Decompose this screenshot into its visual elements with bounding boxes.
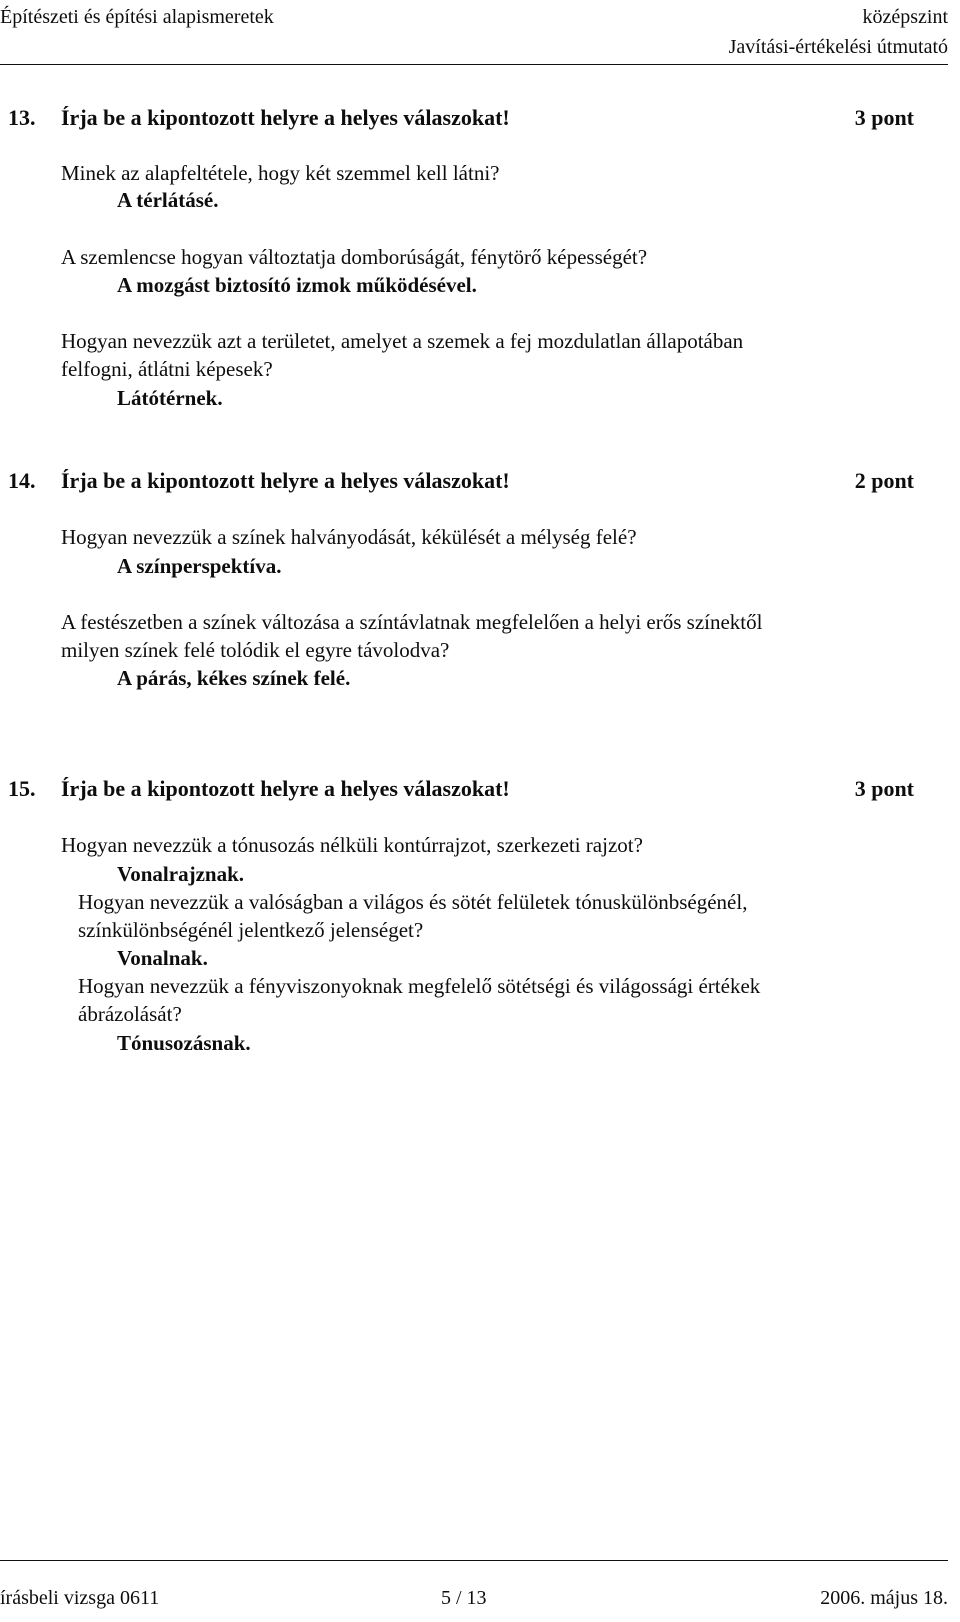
question-text: Minek az alapfeltétele, hogy két szemmel kell látni? <box>61 161 500 185</box>
task-title: Írja be a kipontozott helyre a helyes válaszokat! <box>61 105 510 130</box>
footer-page-number: 5 / 13 <box>441 1587 487 1609</box>
question-text: milyen színek felé tolódik el egyre távolodva? <box>61 638 450 662</box>
task-points: 2 pont <box>854 468 914 493</box>
question-text: Hogyan nevezzük a valóságban a világos és sötét felületek tónuskülönbségénél, <box>78 890 748 914</box>
header-meta <box>729 2 948 62</box>
task-title: Írja be a kipontozott helyre a helyes válaszokat! <box>61 776 510 801</box>
footer-divider <box>0 1560 948 1561</box>
task-number: 15. <box>8 776 36 801</box>
header-guide-title: Javítási-értékelési útmutató <box>728 36 948 58</box>
task-number: 13. <box>8 105 36 130</box>
question-text: felfogni, átlátni képesek? <box>61 357 273 381</box>
answer-text: Tónusozásnak. <box>117 1031 251 1055</box>
question-text: Hogyan nevezzük a fényviszonyoknak megfelelő sötétségi és világossági értékek <box>78 974 761 998</box>
task-points: 3 pont <box>854 776 914 801</box>
answer-text: A mozgást biztosító izmok működésével. <box>117 273 477 297</box>
question-text: Hogyan nevezzük azt a területet, amelyet a szemek a fej mozdulatlan állapotában <box>61 329 744 353</box>
question-text: A szemlencse hogyan változtatja domborúságát, fénytörő képességét? <box>61 245 648 269</box>
question-text: ábrázolását? <box>78 1002 182 1026</box>
answer-text: Vonalnak. <box>117 946 208 970</box>
question-text: Hogyan nevezzük a színek halványodását, kékülését a mélység felé? <box>61 525 637 549</box>
header-divider <box>0 64 948 65</box>
footer-date: 2006. május 18. <box>820 1587 948 1609</box>
answer-text: Vonalrajznak. <box>117 862 244 886</box>
task-points: 3 pont <box>854 105 914 130</box>
header-level: középszint <box>862 6 948 28</box>
answer-text: Látótérnek. <box>117 386 223 410</box>
footer-exam-code: írásbeli vizsga 0611 <box>0 1587 160 1609</box>
answer-text: A színperspektíva. <box>117 554 282 578</box>
question-text: A festészetben a színek változása a színtávlatnak megfelelően a helyi erős színektől <box>61 610 763 634</box>
header-subject: Építészeti és építési alapismeretek <box>0 6 274 28</box>
question-text: Hogyan nevezzük a tónusozás nélküli kontúrrajzot, szerkezeti rajzot? <box>61 833 643 857</box>
task-title: Írja be a kipontozott helyre a helyes válaszokat! <box>61 468 510 493</box>
answer-text: A térlátásé. <box>117 188 219 212</box>
answer-text: A párás, kékes színek felé. <box>117 666 351 690</box>
task-number: 14. <box>8 468 36 493</box>
question-text: színkülönbségénél jelentkező jelenséget? <box>78 918 424 942</box>
